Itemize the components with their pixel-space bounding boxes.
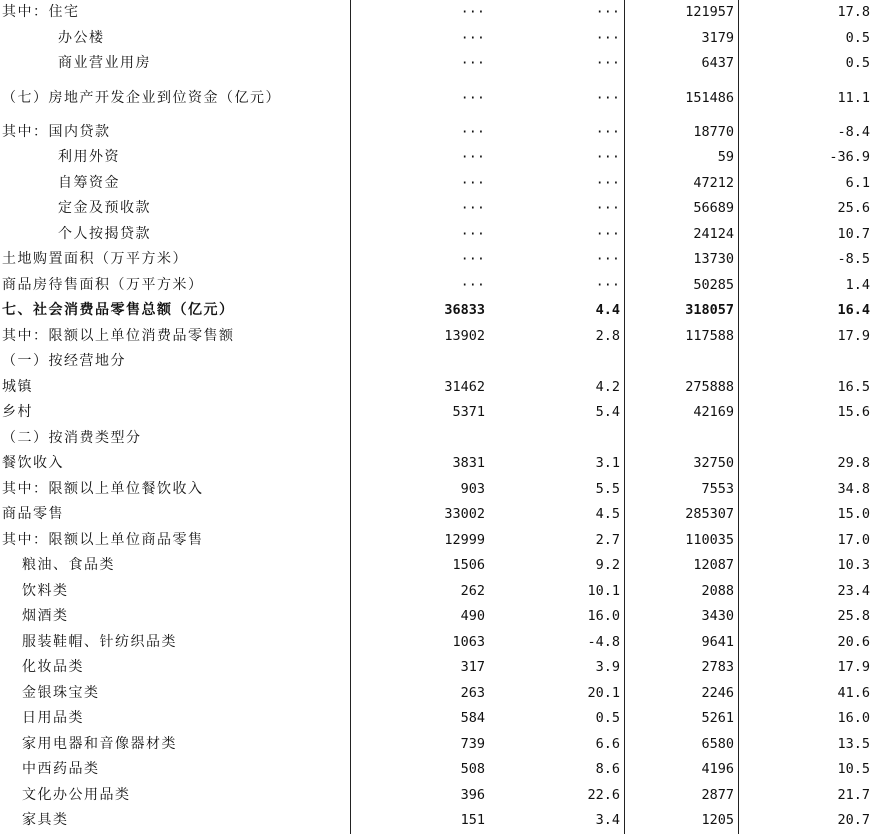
cell-v1: ··· (351, 120, 490, 146)
cell-v4: 16.4 (739, 298, 876, 324)
row-label: 家具类 (0, 808, 351, 834)
table-row (0, 26, 876, 52)
cell-v2: 5.5 (489, 477, 625, 503)
cell-v3: 2246 (625, 681, 739, 707)
cell-v1: ··· (351, 0, 490, 26)
table-row (0, 247, 876, 273)
cell-v2: 2.8 (489, 324, 625, 350)
cell-v3: 50285 (625, 273, 739, 299)
table-row (0, 808, 876, 834)
table-row (0, 451, 876, 477)
table-row (0, 171, 876, 197)
cell-v4: 16.0 (739, 706, 876, 732)
cell-v1: ··· (351, 222, 490, 248)
cell-v2: 3.4 (489, 808, 625, 834)
cell-v1: 317 (351, 655, 490, 681)
cell-v4: 34.8 (739, 477, 876, 503)
cell-v4: 15.0 (739, 502, 876, 528)
row-label: （二）按消费类型分 (0, 426, 351, 452)
row-label: （一）按经营地分 (0, 349, 351, 375)
table-row (0, 426, 876, 452)
table-row (0, 757, 876, 783)
cell-v4: 41.6 (739, 681, 876, 707)
row-label: 其中：国内贷款 (0, 120, 351, 146)
cell-v3: 2783 (625, 655, 739, 681)
cell-v2: 16.0 (489, 604, 625, 630)
cell-v4: 25.6 (739, 196, 876, 222)
cell-v4: 20.7 (739, 808, 876, 834)
cell-v4: 1.4 (739, 273, 876, 299)
cell-v4: 17.9 (739, 324, 876, 350)
row-label: 其中：住宅 (0, 0, 351, 26)
cell-v3: 285307 (625, 502, 739, 528)
row-label: 化妆品类 (0, 655, 351, 681)
cell-v2: ··· (489, 222, 625, 248)
row-label: 日用品类 (0, 706, 351, 732)
cell-v3: 6437 (625, 51, 739, 77)
cell-v4: -36.9 (739, 145, 876, 171)
cell-v2: ··· (489, 120, 625, 146)
cell-v3: 318057 (625, 298, 739, 324)
table-row (0, 51, 876, 77)
table-row (0, 145, 876, 171)
cell-v1: 490 (351, 604, 490, 630)
cell-v1: ··· (351, 26, 490, 52)
row-label: 城镇 (0, 375, 351, 401)
table-row (0, 0, 876, 26)
row-label: 个人按揭贷款 (0, 222, 351, 248)
cell-v2 (489, 349, 625, 375)
cell-v1: ··· (351, 77, 490, 120)
cell-v2: ··· (489, 26, 625, 52)
cell-v1: ··· (351, 145, 490, 171)
table-row (0, 655, 876, 681)
cell-v2: ··· (489, 171, 625, 197)
cell-v2: ··· (489, 77, 625, 120)
row-label: 金银珠宝类 (0, 681, 351, 707)
cell-v4: 17.9 (739, 655, 876, 681)
cell-v2: 20.1 (489, 681, 625, 707)
cell-v4: 10.5 (739, 757, 876, 783)
cell-v1: 584 (351, 706, 490, 732)
cell-v1: 739 (351, 732, 490, 758)
row-label: 商品零售 (0, 502, 351, 528)
cell-v4: -8.5 (739, 247, 876, 273)
cell-v3: 59 (625, 145, 739, 171)
cell-v2: 10.1 (489, 579, 625, 605)
cell-v2: 6.6 (489, 732, 625, 758)
table-row (0, 77, 876, 120)
cell-v3: 2088 (625, 579, 739, 605)
cell-v2: ··· (489, 51, 625, 77)
cell-v4: 23.4 (739, 579, 876, 605)
cell-v1 (351, 349, 490, 375)
cell-v1: 508 (351, 757, 490, 783)
cell-v4: 10.3 (739, 553, 876, 579)
cell-v3: 56689 (625, 196, 739, 222)
cell-v4: 13.5 (739, 732, 876, 758)
cell-v2: 3.1 (489, 451, 625, 477)
row-label: 七、社会消费品零售总额（亿元） (0, 298, 351, 324)
table-row (0, 324, 876, 350)
cell-v3: 2877 (625, 783, 739, 809)
cell-v1: 36833 (351, 298, 490, 324)
row-label: 其中：限额以上单位消费品零售额 (0, 324, 351, 350)
cell-v3: 1205 (625, 808, 739, 834)
table-row (0, 502, 876, 528)
cell-v1: 31462 (351, 375, 490, 401)
cell-v1 (351, 426, 490, 452)
cell-v3: 24124 (625, 222, 739, 248)
cell-v3: 121957 (625, 0, 739, 26)
cell-v2: ··· (489, 196, 625, 222)
cell-v1: ··· (351, 273, 490, 299)
cell-v3: 9641 (625, 630, 739, 656)
row-label: （七）房地产开发企业到位资金（亿元） (0, 77, 351, 120)
table-row (0, 400, 876, 426)
cell-v1: ··· (351, 171, 490, 197)
table-row (0, 630, 876, 656)
row-label: 中西药品类 (0, 757, 351, 783)
cell-v3: 12087 (625, 553, 739, 579)
row-label: 家用电器和音像器材类 (0, 732, 351, 758)
cell-v1: 151 (351, 808, 490, 834)
cell-v1: ··· (351, 247, 490, 273)
cell-v1: 1063 (351, 630, 490, 656)
table-row (0, 273, 876, 299)
cell-v3: 275888 (625, 375, 739, 401)
table-row (0, 783, 876, 809)
row-label: 办公楼 (0, 26, 351, 52)
table-row (0, 349, 876, 375)
cell-v2 (489, 426, 625, 452)
cell-v4: 21.7 (739, 783, 876, 809)
cell-v1: 12999 (351, 528, 490, 554)
cell-v3: 47212 (625, 171, 739, 197)
cell-v4: -8.4 (739, 120, 876, 146)
cell-v3: 6580 (625, 732, 739, 758)
row-label: 商品房待售面积（万平方米） (0, 273, 351, 299)
cell-v4: 6.1 (739, 171, 876, 197)
cell-v2: ··· (489, 273, 625, 299)
row-label: 粮油、食品类 (0, 553, 351, 579)
cell-v4: 15.6 (739, 400, 876, 426)
table-row (0, 298, 876, 324)
cell-v4 (739, 349, 876, 375)
table-row (0, 222, 876, 248)
cell-v2: 4.2 (489, 375, 625, 401)
cell-v4: 20.6 (739, 630, 876, 656)
cell-v4: 0.5 (739, 51, 876, 77)
cell-v2: ··· (489, 247, 625, 273)
cell-v3: 117588 (625, 324, 739, 350)
cell-v2: 9.2 (489, 553, 625, 579)
cell-v2: 0.5 (489, 706, 625, 732)
cell-v2: 22.6 (489, 783, 625, 809)
cell-v4: 16.5 (739, 375, 876, 401)
cell-v3: 42169 (625, 400, 739, 426)
table-row (0, 196, 876, 222)
cell-v4: 0.5 (739, 26, 876, 52)
cell-v4: 25.8 (739, 604, 876, 630)
cell-v2: 8.6 (489, 757, 625, 783)
row-label: 商业营业用房 (0, 51, 351, 77)
cell-v3: 13730 (625, 247, 739, 273)
row-label: 土地购置面积（万平方米） (0, 247, 351, 273)
cell-v1: 396 (351, 783, 490, 809)
cell-v1: ··· (351, 51, 490, 77)
row-label: 其中：限额以上单位餐饮收入 (0, 477, 351, 503)
table-row (0, 604, 876, 630)
row-label: 利用外资 (0, 145, 351, 171)
cell-v1: 3831 (351, 451, 490, 477)
cell-v1: 33002 (351, 502, 490, 528)
cell-v3 (625, 426, 739, 452)
table-row (0, 375, 876, 401)
row-label: 烟酒类 (0, 604, 351, 630)
table-row (0, 553, 876, 579)
cell-v3: 32750 (625, 451, 739, 477)
table-row (0, 528, 876, 554)
cell-v3: 110035 (625, 528, 739, 554)
cell-v2: ··· (489, 0, 625, 26)
cell-v1: ··· (351, 196, 490, 222)
cell-v3: 4196 (625, 757, 739, 783)
table-row (0, 477, 876, 503)
cell-v1: 903 (351, 477, 490, 503)
cell-v1: 5371 (351, 400, 490, 426)
row-label: 饮料类 (0, 579, 351, 605)
row-label: 其中：限额以上单位商品零售 (0, 528, 351, 554)
cell-v1: 1506 (351, 553, 490, 579)
cell-v3: 3430 (625, 604, 739, 630)
row-label: 乡村 (0, 400, 351, 426)
cell-v3: 7553 (625, 477, 739, 503)
cell-v2: 4.5 (489, 502, 625, 528)
cell-v2: -4.8 (489, 630, 625, 656)
cell-v1: 263 (351, 681, 490, 707)
cell-v3: 5261 (625, 706, 739, 732)
cell-v4: 29.8 (739, 451, 876, 477)
table-row (0, 120, 876, 146)
cell-v2: ··· (489, 145, 625, 171)
row-label: 定金及预收款 (0, 196, 351, 222)
row-label: 服装鞋帽、针纺织品类 (0, 630, 351, 656)
table-row (0, 706, 876, 732)
cell-v4 (739, 426, 876, 452)
cell-v3: 3179 (625, 26, 739, 52)
row-label: 自筹资金 (0, 171, 351, 197)
cell-v3: 18770 (625, 120, 739, 146)
row-label: 餐饮收入 (0, 451, 351, 477)
cell-v2: 5.4 (489, 400, 625, 426)
cell-v4: 10.7 (739, 222, 876, 248)
cell-v4: 11.1 (739, 77, 876, 120)
cell-v4: 17.0 (739, 528, 876, 554)
cell-v2: 4.4 (489, 298, 625, 324)
row-label: 文化办公用品类 (0, 783, 351, 809)
cell-v4: 17.8 (739, 0, 876, 26)
cell-v1: 262 (351, 579, 490, 605)
cell-v3 (625, 349, 739, 375)
cell-v2: 3.9 (489, 655, 625, 681)
table-row (0, 732, 876, 758)
table-row (0, 579, 876, 605)
cell-v2: 2.7 (489, 528, 625, 554)
table-row (0, 681, 876, 707)
cell-v1: 13902 (351, 324, 490, 350)
cell-v3: 151486 (625, 77, 739, 120)
